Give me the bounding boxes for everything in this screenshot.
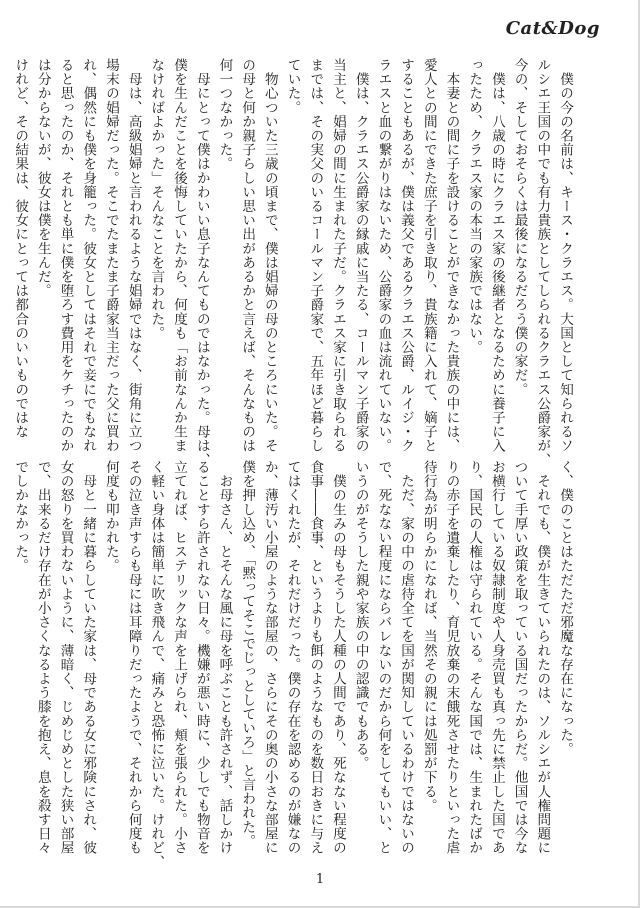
text-line: いうのがそうした親や家族の中の認識でもある。 xyxy=(352,460,369,771)
text-line: か、薄汚い小屋のような部屋の、さらにその奥の小さな部屋に xyxy=(261,460,278,855)
text-line: で、出来るだけ存在が小さくなるよう膝を抱え、息を殺す日々 xyxy=(34,460,51,855)
text-line: り、国民の人権は守られている。そんな国では、生まれたばか xyxy=(466,460,483,855)
text-line: は分からないが、彼女は僕を生んだ。 xyxy=(34,58,51,298)
text-line: ただ、家の中の虐待全てを国が関知しているわけではないの xyxy=(398,460,415,855)
text-line: までは、その実父のいるコールマン子爵家で、五年ほど暮らし xyxy=(307,58,324,453)
text-line: なければよかった」そんなことを言われた。 xyxy=(148,58,165,340)
text-line: 本妻との間に子を設けることができなかった貴族の中には、 xyxy=(443,58,460,453)
text-line: お母さん、とそんな風に母を呼ぶことも許されず、話しかけ xyxy=(216,460,233,855)
text-line: 何一つなかった。 xyxy=(216,58,233,171)
text-line: く、僕のことはただただ邪魔な存在になった。 xyxy=(557,460,573,757)
page-number: 1 xyxy=(315,872,325,887)
text-line: けれど、その結果は、彼女にとっては都合のいいものではな xyxy=(12,58,29,439)
text-line: 物心ついた三歳の頃まで、僕は娼婦の母のところにいた。そ xyxy=(261,58,278,453)
text-line: ると思ったのか、それとも単に僕を堕ろす費用をケチったのか xyxy=(57,58,74,453)
text-line: 待行為が明らかになれば、当然その親には処罰が下る。 xyxy=(420,460,437,813)
text-line: それでも、僕が生きていられたのは、ソルシエが人権問題に xyxy=(534,460,551,855)
text-line: ることすら許されない日々。機嫌が悪い時に、少しでも物音を xyxy=(193,460,210,855)
text-line: 僕を生んだことを後悔していたから、何度も「お前なんか生ま xyxy=(171,58,188,453)
text-line: ルシエ王国の中でも有力貴族としてしられるクラエス公爵家が、 xyxy=(534,58,551,467)
text-line: 母と一緒に暮らしていた家は、母である女に邪険にされ、彼 xyxy=(80,460,97,855)
brand-logo: Cat&Dog xyxy=(505,18,600,39)
text-line: 何度も叩かれた。 xyxy=(102,460,119,573)
text-line: の母と何か親子らしい思い出があるかと言えば、そんなものは xyxy=(239,58,256,453)
text-line: く軽い身体は簡単に吹き飛んで、痛みと恐怖に泣いた。けれど、 xyxy=(148,460,165,869)
text-line: 当主と、娼婦の間に生まれた子だ。クラエス家に引き取られる xyxy=(329,58,346,453)
text-block-top xyxy=(12,58,576,467)
text-line: 僕を押し込め、「黙ってそこでじっとしていろ」と言われた。 xyxy=(239,460,256,848)
text-line: でしかなかった。 xyxy=(12,460,29,573)
text-line: することもあるが、僕は義父であるクラエス公爵、ルイジ・ク xyxy=(398,58,415,453)
text-line: で、死なない程度にならバレないのだから何をしてもいい、と xyxy=(375,460,392,855)
text-line: 母は、高級娼婦と言われるような娼婦ではなく、街角に立つ xyxy=(125,58,142,453)
text-line: お横行している奴隷制度や人身売買も真っ先に禁止した国であ xyxy=(488,460,505,855)
text-line: その泣き声すらも母には耳障りだったようで、それから何度も xyxy=(125,460,142,855)
text-line: りの赤子を遺棄したり、育児放棄の末餓死させたりといった虐 xyxy=(443,460,460,855)
text-line: ていた。 xyxy=(284,58,301,115)
text-line: れ、偶然にも僕を身籠った。彼女としてはそれで妾にでもなれ xyxy=(80,58,97,453)
text-line: 僕の生みの母もそうした人種の人間であり、死なない程度の xyxy=(329,460,346,855)
text-line: ったため、クラエス家の本当の家族ではない。 xyxy=(466,58,483,355)
text-line: 母にとって僕はかわいい息子なんてものではなかった。母は、 xyxy=(193,58,210,467)
text-line: 今の、そしておそらくは最後になるだろう僕の家だ。 xyxy=(511,58,528,397)
text-block-bottom xyxy=(12,460,576,869)
text-line: 僕の今の名前は、キース・クラエス。大国として知られるソ xyxy=(557,58,573,453)
text-line: 僕は、八歳の時にクラエス家の後継者となるために養子に入 xyxy=(488,58,505,453)
text-line: 愛人との間にできた庶子を引き取り、貴族籍に入れて、嫡子と xyxy=(420,58,437,453)
text-line: 場末の娼婦だった。そこでたまたま子爵家当主だった父に買わ xyxy=(102,58,119,453)
text-line: ついて手厚い政策を取っている国だったからだ。他国では今な xyxy=(511,460,528,855)
text-line: ラエスと血の繋がりはないため、公爵家の血は流れていない。 xyxy=(375,58,392,453)
text-line: 女の怒りを買わないように、薄暗く、じめじめとした狭い部屋 xyxy=(57,460,74,855)
text-line: 僕は、クラエス公爵家の縁戚に当たる、コールマン子爵家の xyxy=(352,58,369,453)
text-line: 立てれば、ヒステリックな声を上げられ、頬を張られた。小さ xyxy=(171,460,188,855)
text-line: てはくれたが、それだけだった。僕の存在を認めるのが嫌なの xyxy=(284,460,301,855)
text-line: 食事――食事、というよりも餌のようなものを数日おきに与え xyxy=(307,460,324,855)
